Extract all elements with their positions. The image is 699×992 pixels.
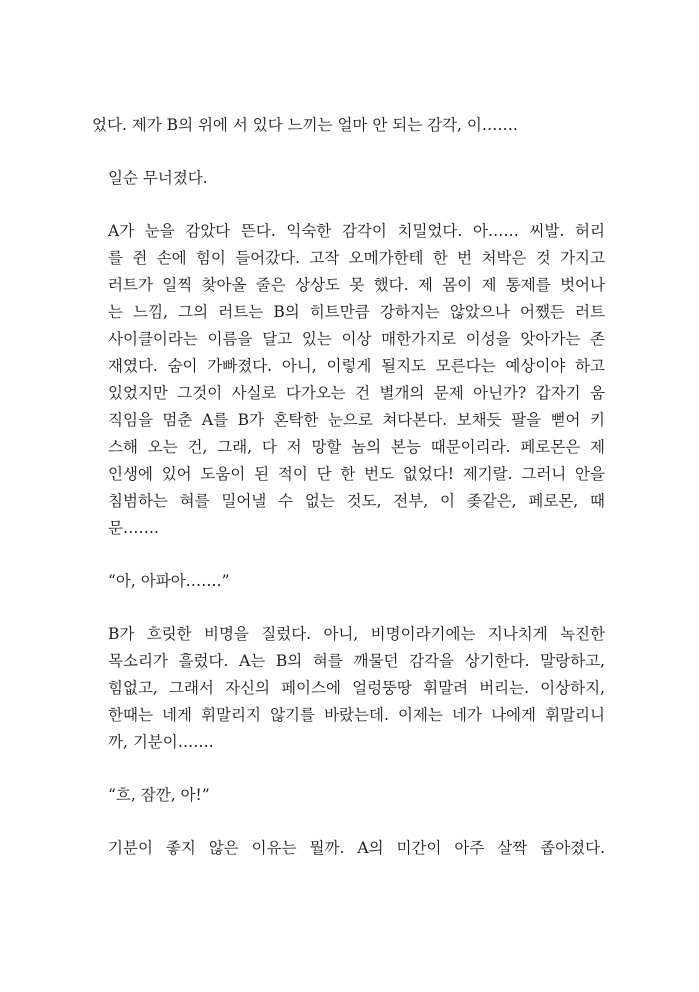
paragraph-5 [92, 621, 605, 756]
text-line: 인생에 있어 도움이 된 적이 단 한 번도 없었다! 제기랄. 그러니 안을 [108, 465, 605, 483]
text-line: 침범하는 혀를 밀어낼 수 없는 것도, 전부, 이 좆같은, 페로몬, 때 [108, 492, 605, 510]
text-line: 목소리가 흘렀다. A는 B의 혀를 깨물던 감각을 상기한다. 말랑하고, [108, 652, 605, 670]
text-line: 기분이 좋지 않은 이유는 뭘까. A의 미간이 아주 살짝 좁아졌다. [108, 839, 605, 857]
text-line: 를 쥔 손에 힘이 들어갔다. 고작 오메가한테 한 번 처박은 것 가지고 [108, 249, 605, 267]
paragraph-6 [92, 782, 605, 809]
paragraph-7 [92, 835, 605, 862]
text-line: B가 흐릿한 비명을 질렀다. 아니, 비명이라기에는 지나치게 녹진한 [108, 625, 605, 643]
dialogue-line: “흐, 잠깐, 아!” [108, 786, 210, 804]
text-line: 재였다. 숨이 가빠졌다. 아니, 이렇게 될지도 모른다는 예상이야 하고 [108, 357, 605, 375]
text-line: 었다. 제가 B의 위에 서 있다 느끼는 얼마 안 되는 감각, 이……. [92, 116, 518, 134]
text-line: 는 느낌, 그의 러트는 B의 히트만큼 강하지는 않았으나 어쨌든 러트 [108, 303, 605, 321]
text-line: 스해 오는 건, 그래, 다 저 망할 놈의 본능 때문이리라. 페로몬은 제 [108, 438, 605, 456]
text-line: 일순 무너졌다. [108, 169, 208, 187]
text-line: 한때는 네게 휘말리지 않기를 바랐는데. 이제는 네가 나에게 휘말리니 [108, 706, 605, 724]
paragraph-4 [92, 568, 605, 595]
paragraph-1 [92, 112, 605, 139]
document-body [92, 112, 605, 888]
paragraph-3 [92, 218, 605, 542]
text-line: 사이클이라는 이름을 달고 있는 이상 매한가지로 이성을 앗아가는 존 [108, 330, 605, 348]
paragraph-2 [92, 165, 605, 192]
text-line: 힘없고, 그래서 자신의 페이스에 얼렁뚱땅 휘말려 버리는. 이상하지, [108, 679, 605, 697]
text-line: 있었지만 그것이 사실로 다가오는 건 별개의 문제 아닌가? 갑자기 움 [108, 384, 605, 402]
text-line: A가 눈을 감았다 뜬다. 익숙한 감각이 치밀었다. 아…… 씨발. 허리 [108, 222, 605, 240]
text-line: 러트가 일찍 찾아올 줄은 상상도 못 했다. 제 몸이 제 통제를 벗어나 [108, 276, 605, 294]
text-line: 문……. [108, 519, 159, 537]
dialogue-line: “아, 아파아…….” [108, 572, 230, 590]
text-line: 까, 기분이……. [108, 733, 214, 751]
text-line: 직임을 멈춘 A를 B가 혼탁한 눈으로 쳐다본다. 보채듯 팔을 뻗어 키 [108, 411, 605, 429]
